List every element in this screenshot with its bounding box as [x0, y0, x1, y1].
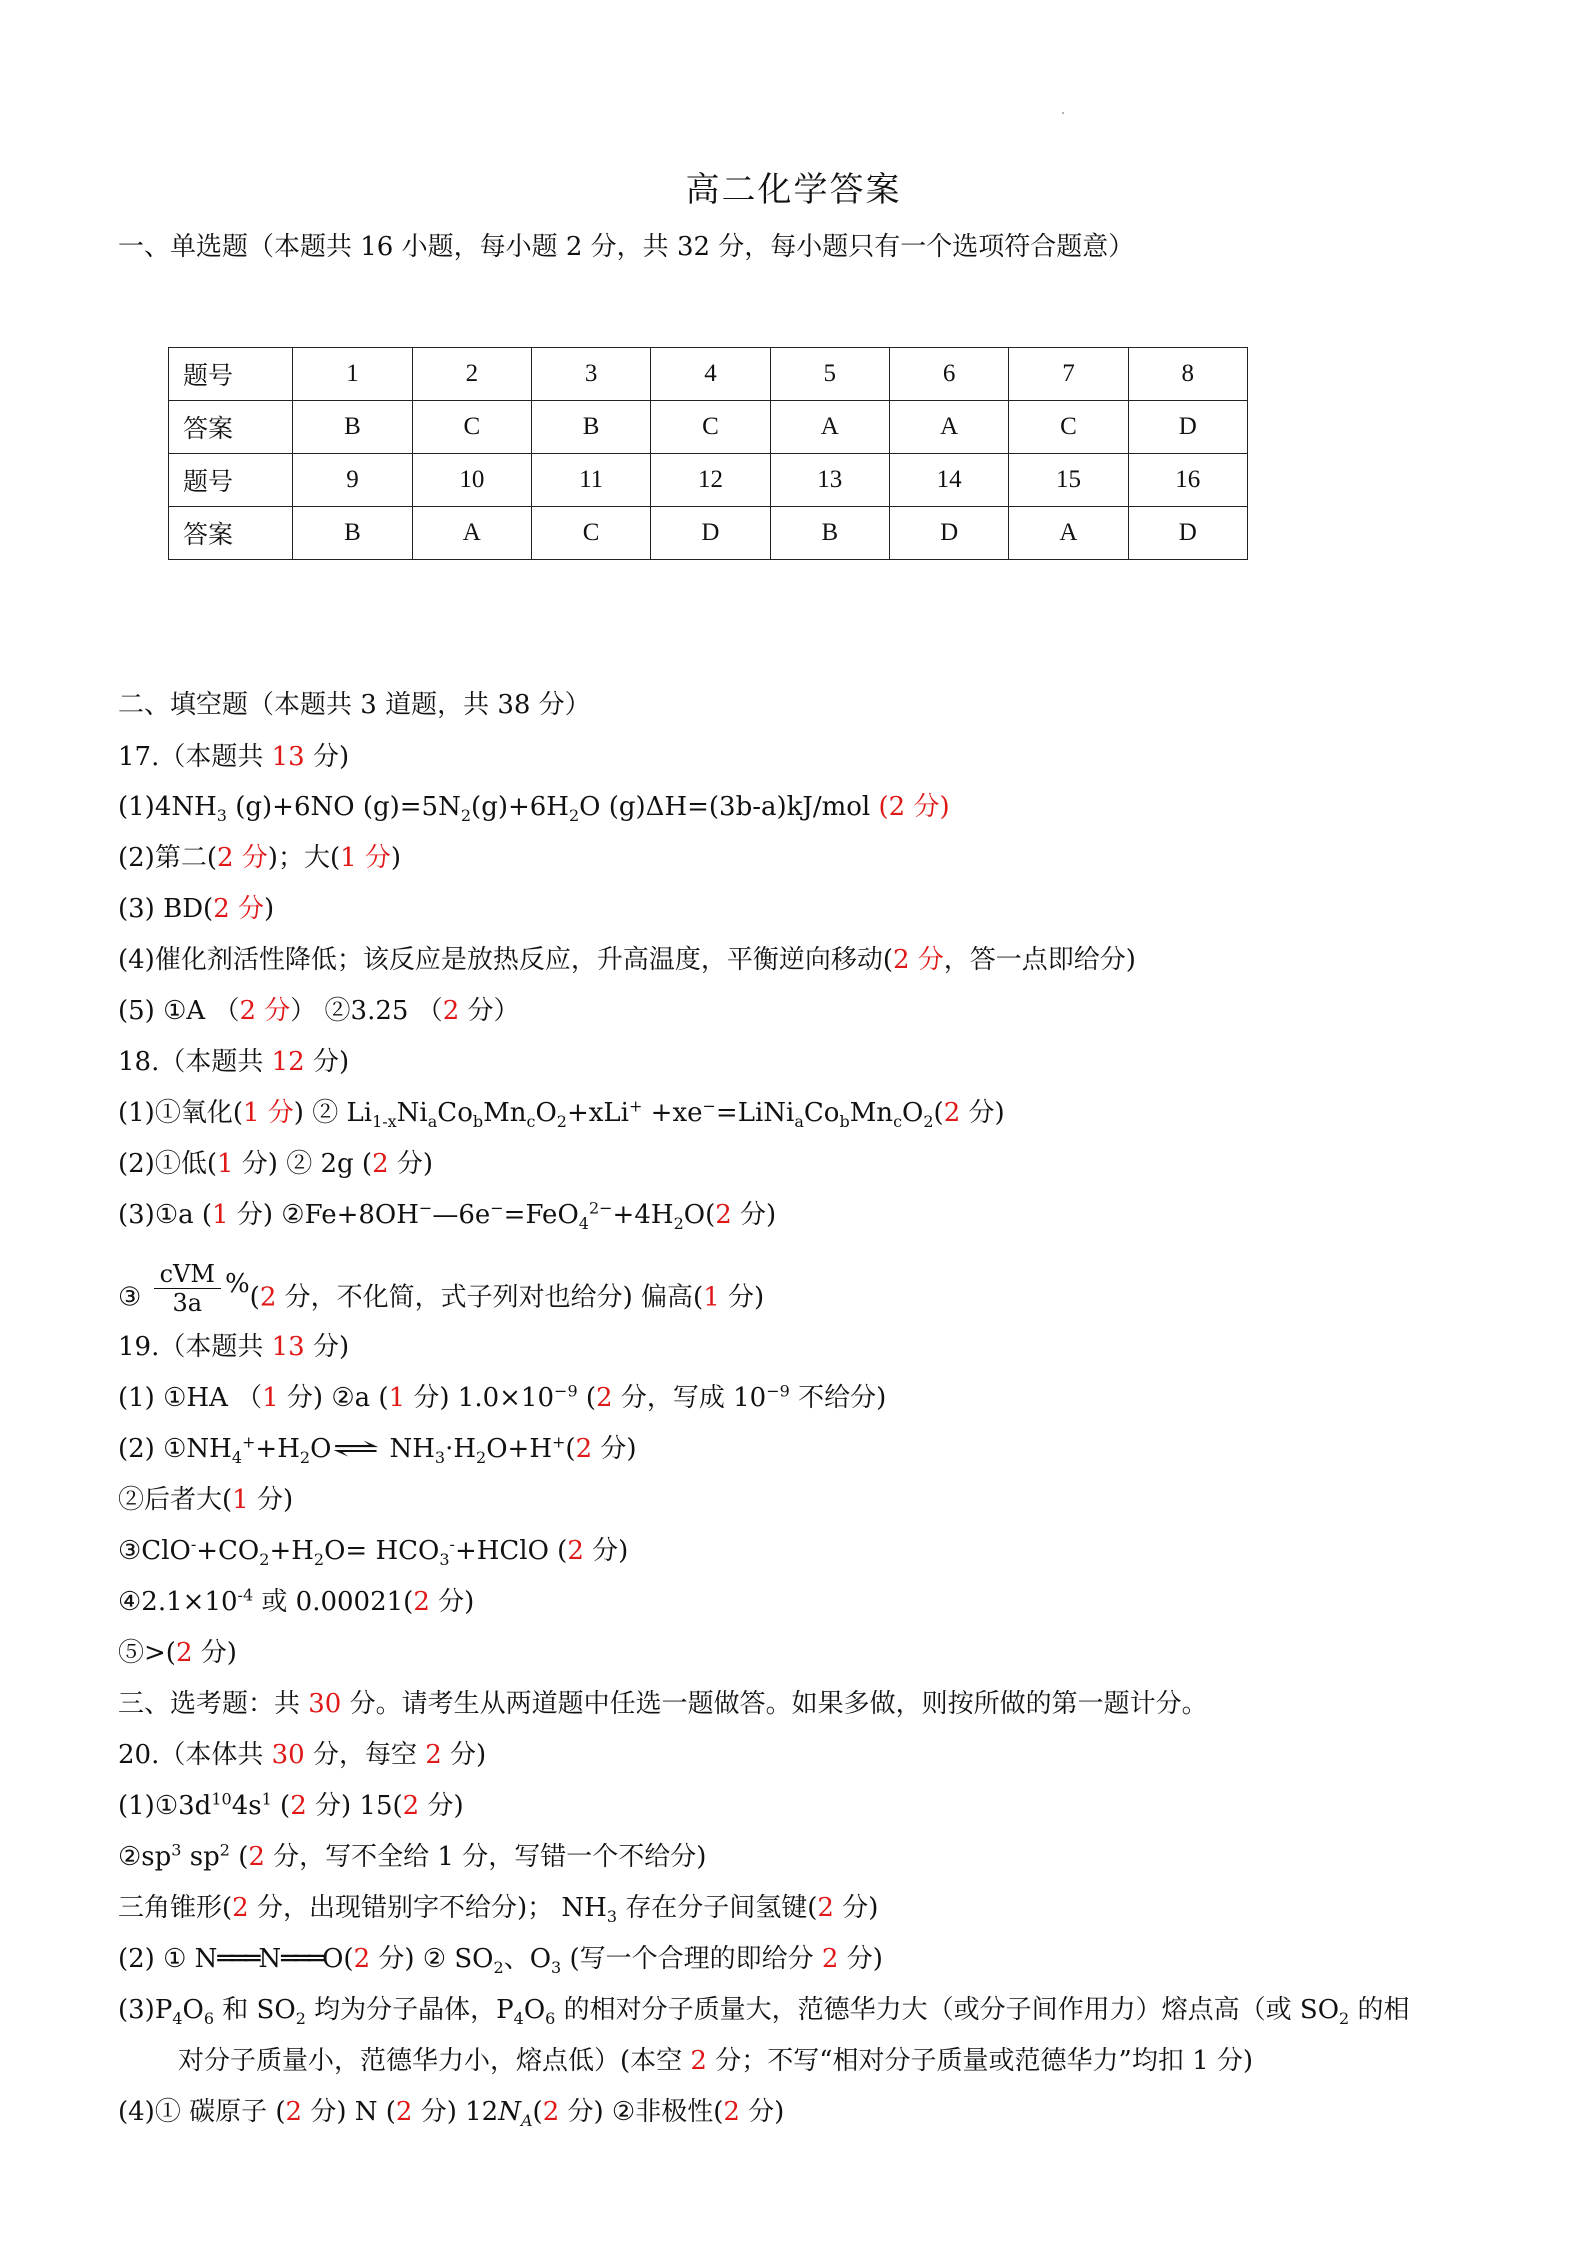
text: 分) N ( [302, 2097, 396, 2127]
question-number: 9 [293, 454, 412, 507]
score: 2 [596, 1383, 613, 1413]
text: 不给分) [789, 1383, 887, 1413]
question-number: 11 [531, 454, 650, 507]
subscript: 2 [299, 1448, 311, 1468]
q19-answer-2 [118, 1432, 637, 1466]
text: 分) ②非极性( [559, 2097, 724, 2127]
question-number: 5 [770, 348, 889, 401]
score: 1 分 [242, 1098, 294, 1128]
text: 分) [739, 2097, 785, 2127]
score: 1 [703, 1282, 720, 1313]
text: +4H [612, 1200, 674, 1230]
q17-heading-text: 分) [304, 742, 350, 772]
q20-answer-2 [118, 1840, 706, 1874]
text: (5) ①A （ [118, 996, 240, 1026]
subscript: 3 [439, 1550, 450, 1570]
q18-answer-4 [118, 1260, 765, 1327]
text: (2) ①NH [118, 1434, 232, 1464]
text: +H [269, 1536, 314, 1566]
superscript: -4 [237, 1585, 254, 1605]
text: (2) ① N [118, 1944, 218, 1974]
score: 2 [248, 1842, 265, 1872]
score: 2 分 [892, 945, 944, 975]
text: 分) [248, 1485, 294, 1515]
subscript: c [893, 1112, 903, 1132]
text: (1) ①HA （ [118, 1383, 263, 1413]
text: 三、选考题：共 [118, 1689, 309, 1719]
text: 分) 1.0×10 [405, 1383, 555, 1413]
score: 2 [575, 1434, 593, 1464]
text: 分) [838, 1944, 883, 1974]
text: 分) 12 [412, 2097, 499, 2127]
score: 2 [425, 1740, 442, 1770]
superscript: + [628, 1096, 643, 1116]
q19-heading [118, 1330, 349, 1364]
text: 存在分子间氢键( [617, 1893, 818, 1923]
score: 2 分 [213, 894, 265, 924]
superscript: 10 [211, 1789, 232, 1809]
q20-answer-5 [118, 1993, 1409, 2027]
superscript: 2− [588, 1198, 613, 1218]
q17-answer-1 [118, 790, 950, 824]
answer-cell: B [293, 507, 412, 560]
superscript: −9 [554, 1381, 578, 1401]
text: ( [565, 1434, 576, 1464]
subscript: 3 [216, 806, 227, 826]
q17-answer-2 [118, 841, 401, 875]
score: 2 [259, 1282, 277, 1313]
text: 分) [429, 1587, 475, 1617]
superscript: 3 [171, 1840, 182, 1860]
question-number: 10 [412, 454, 531, 507]
score: 2 分 [239, 996, 291, 1026]
answer-cell: C [651, 401, 770, 454]
question-number: 14 [889, 454, 1008, 507]
text: (写一个合理的即给分 [561, 1944, 822, 1974]
table-header-cell: 题号 [169, 454, 293, 507]
text: O( [322, 1944, 354, 1974]
q18-answer-3 [118, 1198, 776, 1232]
score: 2 [715, 1200, 732, 1230]
table-row [169, 507, 1248, 560]
triple-bond-icon: ═══ [217, 1944, 259, 1974]
text: Mn [849, 1098, 894, 1128]
table-header-cell: 答案 [169, 401, 293, 454]
text: ( [577, 1383, 597, 1413]
q17-answer-3 [118, 892, 274, 926]
table-header-cell: 题号 [169, 348, 293, 401]
subscript: b [472, 1112, 484, 1132]
text: Ni [396, 1098, 428, 1128]
text: 分，不化简，式子列对也给分) 偏高( [276, 1282, 704, 1313]
q17-heading [118, 740, 349, 774]
score: 2 [821, 1944, 839, 1974]
superscript: - [190, 1534, 197, 1554]
q17-answer-4 [118, 943, 1136, 977]
score: 30 [308, 1689, 342, 1719]
subscript: 2 [493, 1958, 504, 1978]
score: 2 [567, 1536, 584, 1566]
text: (1)4NH [118, 792, 217, 822]
table-header-cell: 答案 [169, 507, 293, 560]
stray-dot [1062, 112, 1064, 114]
text: 、O [503, 1944, 552, 1974]
question-number: 7 [1009, 348, 1128, 401]
text: 分，写不全给 1 分，写错一个不给分) [264, 1842, 707, 1872]
answer-cell: D [1128, 401, 1247, 454]
text: =LiNi [715, 1098, 795, 1128]
text: ④2.1×10 [118, 1587, 238, 1617]
answer-cell: B [293, 401, 412, 454]
text: 分，写成 10 [612, 1383, 767, 1413]
text: 19.（本题共 [118, 1332, 272, 1362]
question-number: 6 [889, 348, 1008, 401]
text: 分) ②a ( [278, 1383, 389, 1413]
score: 2 分 [216, 843, 268, 873]
text: ） ②3.25 （ [290, 996, 443, 1026]
text: +xe [642, 1098, 703, 1128]
q20-answer-1 [118, 1789, 464, 1823]
q18-answer-2 [118, 1147, 433, 1181]
table-row [169, 348, 1248, 401]
text: (4)① 碳原子 ( [118, 2097, 286, 2127]
text: ②sp [118, 1842, 172, 1872]
score: 2 [413, 1587, 430, 1617]
text: ⑤>( [118, 1638, 176, 1668]
text: ( [532, 2097, 543, 2127]
text: O [902, 1098, 924, 1128]
text: 分，出现错别字不给分)； NH [248, 1893, 607, 1923]
text: (4)催化剂活性降低；该反应是放热反应，升高温度，平衡逆向移动( [118, 945, 893, 975]
text: O [523, 1995, 546, 2025]
text: 和 SO [214, 1995, 296, 2025]
answer-cell: B [770, 507, 889, 560]
score: 2 [723, 2097, 740, 2127]
q18-points: 12 [271, 1047, 305, 1077]
text: (2)①低( [118, 1149, 217, 1179]
text: 分） [459, 996, 520, 1026]
superscript: 2 [219, 1840, 230, 1860]
subscript: A [520, 2111, 533, 2131]
answer-cell: A [770, 401, 889, 454]
subscript: 4 [172, 2009, 183, 2029]
subscript: 2 [259, 1550, 270, 1570]
subscript: b [839, 1112, 850, 1132]
text: O( [683, 1200, 716, 1230]
question-number: 1 [293, 348, 412, 401]
text: 分) [388, 1149, 434, 1179]
text: O [310, 1434, 332, 1464]
subscript: 2 [556, 1112, 567, 1132]
q20-heading [118, 1738, 486, 1772]
score: 30 [271, 1740, 305, 1770]
question-number: 15 [1009, 454, 1128, 507]
answer-table [168, 347, 1248, 560]
section-3-heading [118, 1687, 1208, 1721]
q19-answer-1 [118, 1381, 886, 1415]
text: ( [229, 1842, 249, 1872]
subscript: 1-x [372, 1112, 397, 1132]
superscript: −9 [766, 1381, 790, 1401]
text: ③ClO [118, 1536, 191, 1566]
superscript: + [242, 1432, 256, 1452]
equilibrium-arrow-icon: ⇌ [332, 1434, 381, 1464]
fraction [154, 1260, 221, 1317]
score: 1 [212, 1200, 229, 1230]
text: 三角锥形( [118, 1893, 233, 1923]
score: 1 分 [340, 843, 391, 873]
text: ，答一点即给分) [943, 945, 1136, 975]
score: 2 [232, 1893, 249, 1923]
answer-cell: D [889, 507, 1008, 560]
score: (2 分) [878, 792, 950, 822]
text: 分) 15( [306, 1791, 403, 1821]
answer-cell: B [531, 401, 650, 454]
q20-answer-3 [118, 1891, 878, 1925]
text: ( [271, 1791, 291, 1821]
text: O [182, 1995, 204, 2025]
text: Co [437, 1098, 473, 1128]
answer-cell: D [1128, 507, 1247, 560]
text: (g)+6H [471, 792, 569, 822]
question-number: 16 [1128, 454, 1247, 507]
superscript: 1 [261, 1789, 272, 1809]
text: (3)①a ( [118, 1200, 213, 1230]
score: 2 [285, 2097, 303, 2127]
text: sp [181, 1842, 220, 1872]
text: N [258, 1944, 282, 1974]
text: 分) ②Fe+8OH [228, 1200, 419, 1230]
text: 分) [719, 1282, 765, 1313]
question-number: 2 [412, 348, 531, 401]
text: 分) [833, 1893, 879, 1923]
italic-symbol: N [498, 2097, 521, 2127]
subscript: a [427, 1112, 438, 1132]
superscript: − [702, 1096, 716, 1116]
superscript: − [418, 1198, 433, 1218]
q17-answer-5 [118, 994, 520, 1028]
text: ) [264, 894, 275, 924]
q19-points: 13 [271, 1332, 305, 1362]
text: 分) [419, 1791, 464, 1821]
text: ②后者大( [118, 1485, 233, 1515]
text: 分) [441, 1740, 487, 1770]
superscript: + [552, 1432, 566, 1452]
section-2-heading: 二、填空题（本题共 3 道题，共 38 分） [118, 690, 591, 720]
text: 18.（本题共 [118, 1047, 272, 1077]
superscript: − [490, 1198, 504, 1218]
text: ) [390, 843, 402, 873]
text: 均为分子晶体，P [305, 1995, 514, 2025]
text: 分) [583, 1536, 629, 1566]
score: 2 [943, 1098, 961, 1128]
text: O+H [486, 1434, 553, 1464]
text: +xLi [566, 1098, 629, 1128]
text: NH [381, 1434, 435, 1464]
answer-cell: C [1009, 401, 1128, 454]
answer-cell: A [1009, 507, 1128, 560]
answer-cell: A [412, 507, 531, 560]
text: 或 0.00021( [253, 1587, 414, 1617]
q19-answer-6 [118, 1636, 237, 1670]
text: (3)P [118, 1995, 173, 2025]
subscript: 3 [434, 1448, 446, 1468]
text: 分) ② 2g ( [233, 1149, 373, 1179]
subscript: 2 [568, 806, 580, 826]
score: 2 [175, 1638, 193, 1668]
subscript: 2 [295, 2009, 306, 2029]
score: 2 [690, 2046, 707, 2076]
question-number: 13 [770, 454, 889, 507]
text: Co [803, 1098, 840, 1128]
question-number: 8 [1128, 348, 1247, 401]
subscript: 3 [606, 1907, 617, 1927]
score: 1 [232, 1485, 249, 1515]
text: ( [249, 1282, 260, 1313]
text: 20.（本体共 [118, 1740, 272, 1770]
double-bond-icon: ═══ [281, 1944, 323, 1974]
q20-answer-4 [118, 1942, 883, 1976]
answer-cell: C [412, 401, 531, 454]
text: Mn [483, 1098, 527, 1128]
subscript: 2 [313, 1550, 325, 1570]
subscript: 2 [460, 806, 472, 826]
text: —6e [432, 1200, 491, 1230]
subscript: 4 [578, 1214, 589, 1234]
text: 分；不写“相对分子质量或范德华力”均扣 1 分) [706, 2046, 1254, 2076]
text: 分) [304, 1332, 350, 1362]
subscript: 2 [1339, 2009, 1350, 2029]
score: 2 [442, 996, 460, 1026]
subscript: 4 [231, 1448, 243, 1468]
answer-cell: D [651, 507, 770, 560]
text: 分) [304, 1047, 350, 1077]
subscript: 6 [545, 2009, 556, 2029]
text: ( [933, 1098, 944, 1128]
score: 2 [402, 1791, 420, 1821]
text: =FeO [503, 1200, 579, 1230]
score: 2 [542, 2097, 560, 2127]
text: 对分子质量小，范德华力小，熔点低）(本空 [178, 2046, 691, 2076]
q18-heading [118, 1045, 349, 1079]
subscript: 2 [476, 1448, 487, 1468]
text: 的相对分子质量大，范德华力大（或分子间作用力）熔点高（或 SO [555, 1995, 1340, 2025]
percent-sign: % [224, 1268, 250, 1299]
q19-answer-4 [118, 1534, 628, 1568]
subscript: c [526, 1112, 536, 1132]
score: 2 [353, 1944, 371, 1974]
fraction-denominator: 3a [172, 1289, 203, 1317]
fraction-numerator: cVM [154, 1260, 221, 1289]
table-row [169, 454, 1248, 507]
subscript: 2 [673, 1214, 684, 1234]
text: 分，每空 [304, 1740, 426, 1770]
q18-answer-1 [118, 1096, 1005, 1130]
score: 2 [817, 1893, 834, 1923]
text: (1)①3d [118, 1791, 212, 1821]
text: O [535, 1098, 557, 1128]
question-number: 4 [651, 348, 770, 401]
question-number: 12 [651, 454, 770, 507]
subscript: 6 [203, 2009, 215, 2029]
q20-answer-5-continued [178, 2044, 1253, 2078]
answer-cell: C [531, 507, 650, 560]
text: (g)+6NO (g)=5N [226, 792, 461, 822]
subscript: 3 [551, 1958, 562, 1978]
q19-answer-3 [118, 1483, 293, 1517]
text: 分) [192, 1638, 237, 1668]
text: 分) [592, 1434, 637, 1464]
q19-answer-5 [118, 1585, 474, 1619]
page-title: 高二化学答案 [685, 170, 902, 210]
text: (3) BD( [118, 894, 214, 924]
text: 4s [231, 1791, 262, 1821]
text: +H [255, 1434, 300, 1464]
answer-cell: A [889, 401, 1008, 454]
text: O= HCO [324, 1536, 440, 1566]
q17-heading-text: 17.（本题共 [118, 742, 272, 772]
subscript: 2 [923, 1112, 934, 1132]
table-row [169, 401, 1248, 454]
text: 分) [960, 1098, 1005, 1128]
text: ) ② Li [293, 1098, 373, 1128]
text: (2)第二( [118, 843, 217, 873]
text: 分。请考生从两道题中任选一题做答。如果多做，则按所做的第一题计分。 [341, 1689, 1208, 1719]
text: ③ [118, 1282, 150, 1313]
text: 的相 [1349, 1995, 1410, 2025]
score: 1 [262, 1383, 279, 1413]
superscript: - [449, 1534, 455, 1554]
score: 2 [290, 1791, 307, 1821]
text: ·H [445, 1434, 477, 1464]
text: +CO [196, 1536, 260, 1566]
score: 1 [388, 1383, 406, 1413]
section-1-heading: 一、单选题（本题共 16 小题，每小题 2 分，共 32 分，每小题只有一个选项符合题意） [118, 232, 1135, 262]
subscript: 4 [513, 2009, 524, 2029]
text: 分) ② SO [370, 1944, 494, 1974]
text: )；大( [267, 843, 341, 873]
q20-answer-6 [118, 2095, 784, 2129]
score: 1 [216, 1149, 234, 1179]
text: 分) [731, 1200, 777, 1230]
text: (1)①氧化( [118, 1098, 243, 1128]
q17-points: 13 [271, 742, 305, 772]
text: +HClO ( [454, 1536, 568, 1566]
text: O (g)ΔH=(3b-a)kJ/mol [579, 792, 879, 822]
question-number: 3 [531, 348, 650, 401]
subscript: a [794, 1112, 804, 1132]
score: 2 [395, 2097, 413, 2127]
score: 2 [372, 1149, 389, 1179]
